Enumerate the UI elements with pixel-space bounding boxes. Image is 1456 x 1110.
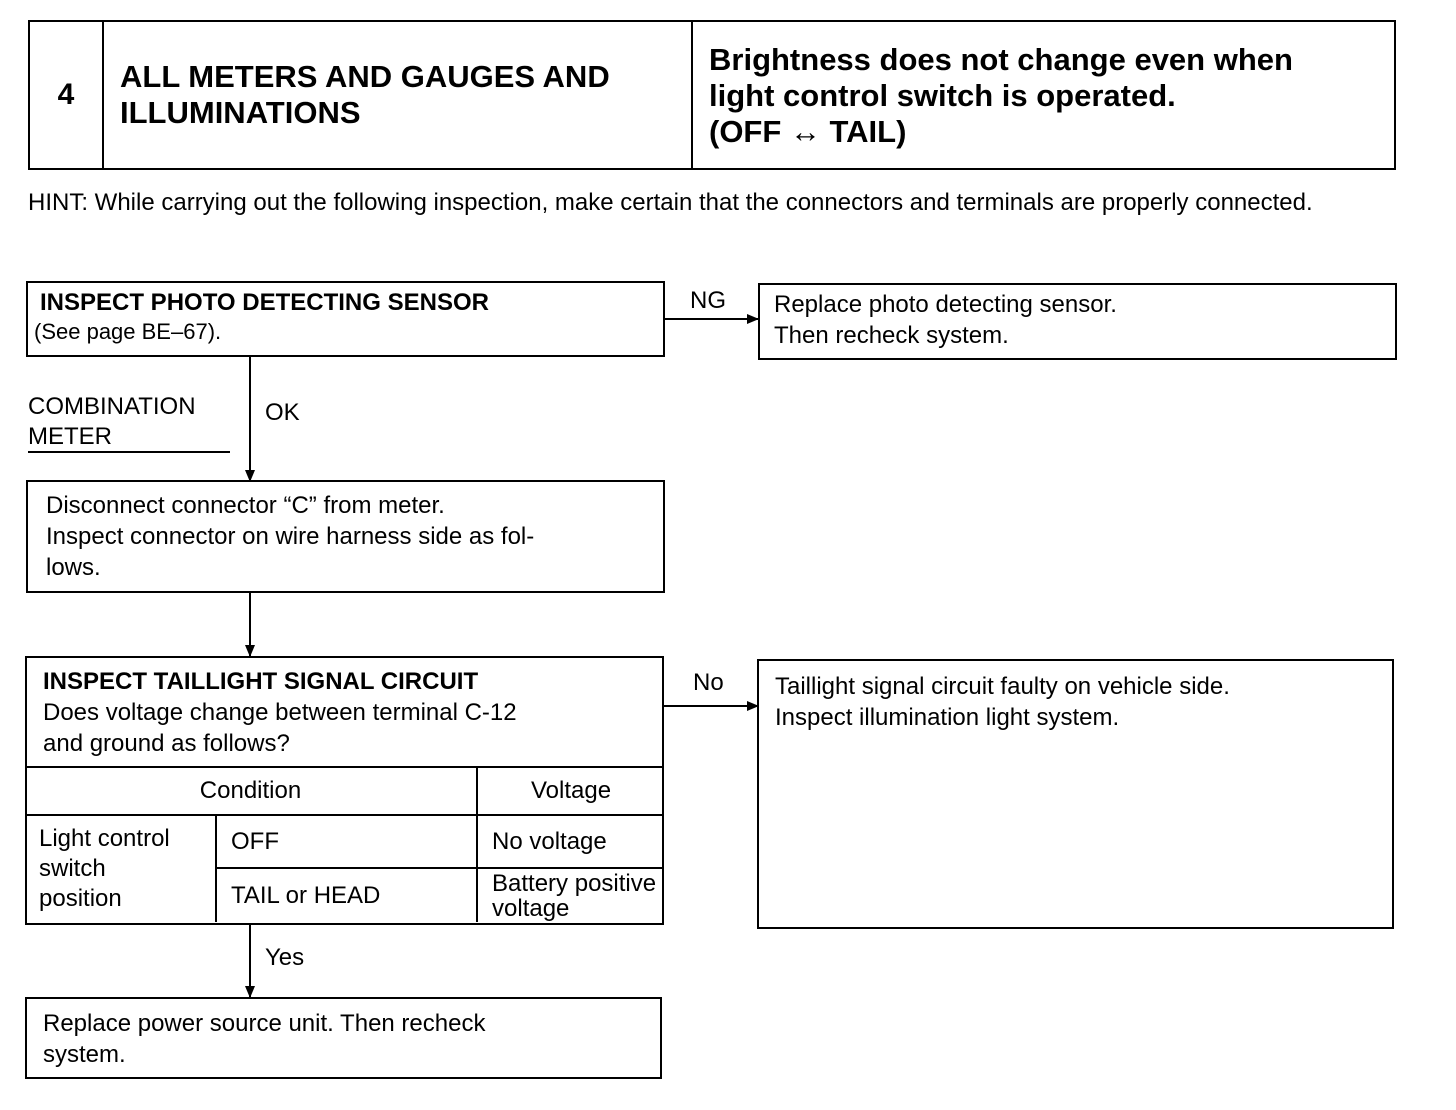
voltage-cell: No voltage [477, 815, 664, 868]
step4-line: Replace power source unit. Then recheck [43, 1010, 486, 1037]
row-label-line: switch [39, 855, 106, 882]
ng-result-line: Then recheck system. [774, 322, 1009, 349]
voltage-cell-line: Battery positive [492, 869, 657, 897]
step3-question-line: Does voltage change between terminal C-12 [43, 699, 517, 726]
side-label-line: COMBINATION [28, 393, 196, 420]
step3-text [27, 658, 662, 760]
condition-cell: TAIL or HEAD [216, 868, 477, 922]
step3-title: INSPECT TAILLIGHT SIGNAL CIRCUIT [43, 668, 479, 695]
no-result-box [757, 659, 1394, 929]
ng-result-box [758, 283, 1397, 360]
voltage-header: Voltage [477, 767, 664, 815]
system-name [104, 22, 693, 168]
no-result-line: Inspect illumination light system. [775, 704, 1120, 731]
header-table [28, 20, 1396, 170]
ok-label: OK [265, 399, 300, 426]
step3-question-line: and ground as follows? [43, 730, 290, 757]
hint-text: HINT: While carrying out the following inspection, make certain that the connectors and terminals are properly connected. [28, 189, 1313, 216]
row-label-line: Light control [39, 825, 170, 852]
no-label: No [693, 669, 724, 696]
step-inspect-photo-sensor [26, 281, 665, 357]
step4-line: system. [43, 1041, 126, 1068]
symptom-line: light control switch is operated. [709, 78, 1176, 113]
step2-line: Inspect connector on wire harness side as fol- [46, 523, 535, 550]
row-label [25, 815, 216, 922]
no-result-line: Taillight signal circuit faulty on vehicle side. [775, 673, 1230, 700]
symptom-line: Brightness does not change even when [709, 42, 1293, 77]
step2-line: Disconnect connector “C” from meter. [46, 492, 445, 519]
condition-cell: OFF [216, 815, 477, 868]
condition-header: Condition [25, 767, 477, 815]
ng-label: NG [690, 287, 726, 314]
step-replace-power-source [25, 997, 662, 1079]
voltage-cell-line: voltage [492, 894, 570, 922]
step1-page-ref: (See page BE–67). [34, 319, 222, 344]
item-number: 4 [30, 22, 104, 168]
step-inspect-taillight-circuit [25, 656, 664, 925]
system-name-text: ALL METERS AND GAUGES AND ILLUMINATIONS [120, 59, 610, 130]
symptom [693, 22, 1394, 168]
side-label-line: METER [28, 423, 112, 450]
symptom-line: (OFF ↔ TAIL) [709, 114, 907, 149]
voltage-cell [477, 868, 664, 922]
step1-title: INSPECT PHOTO DETECTING SENSOR [40, 289, 489, 316]
combination-meter-label [28, 392, 196, 452]
voltage-condition-table [25, 766, 664, 922]
yes-label: Yes [265, 944, 305, 971]
ng-result-line: Replace photo detecting sensor. [774, 291, 1117, 318]
step2-line: lows. [46, 554, 101, 581]
row-label-line: position [39, 885, 122, 912]
step-disconnect-connector [26, 480, 665, 593]
